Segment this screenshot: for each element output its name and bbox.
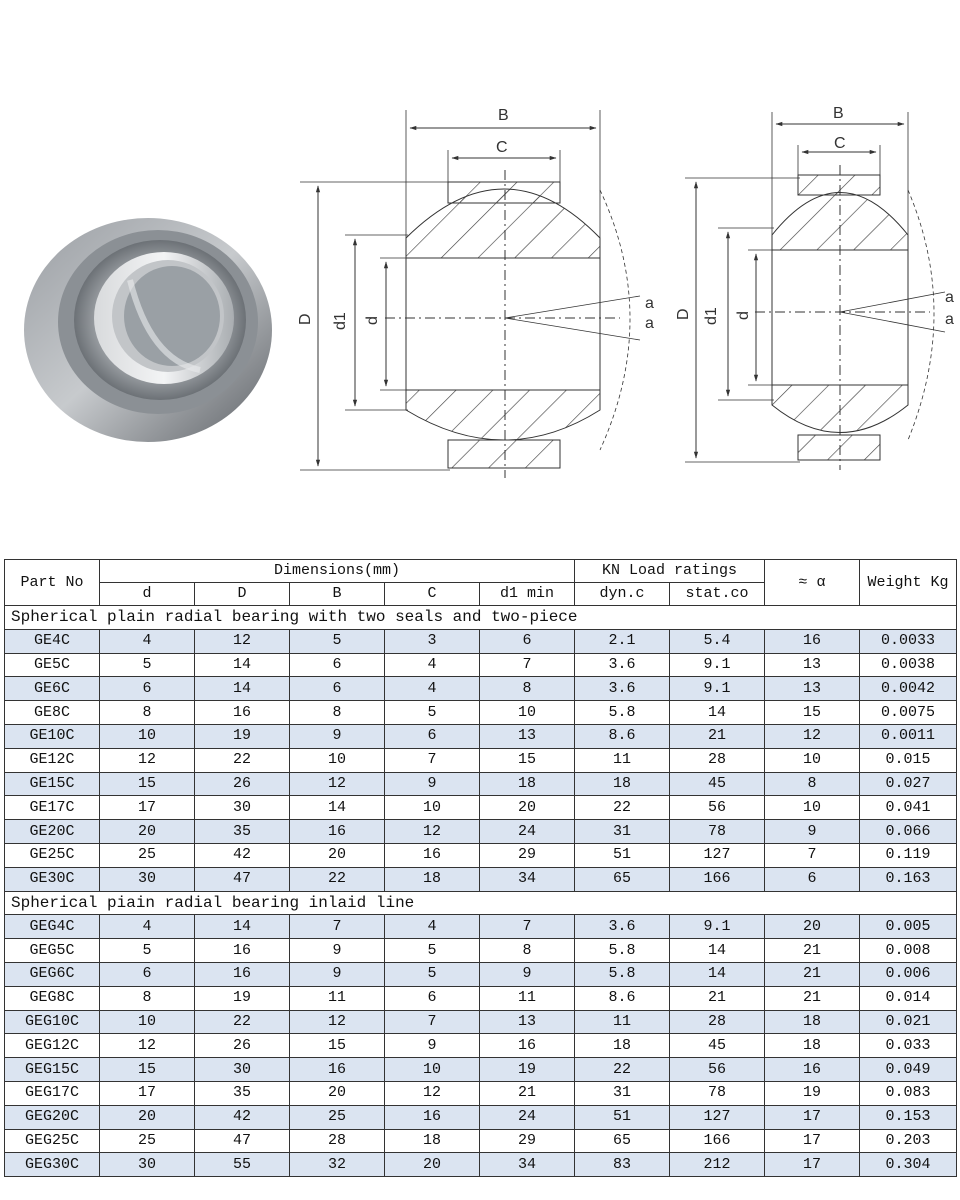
table-cell: 4 xyxy=(385,915,480,939)
table-cell: 5.8 xyxy=(575,939,670,963)
table-cell: 9 xyxy=(385,1034,480,1058)
table-cell: 9.1 xyxy=(670,677,765,701)
table-cell: 18 xyxy=(575,1034,670,1058)
table-cell: 8 xyxy=(290,701,385,725)
table-cell: 18 xyxy=(480,772,575,796)
table-cell: 0.006 xyxy=(860,962,957,986)
table-cell: 35 xyxy=(195,820,290,844)
header-col-dyn-c: dyn.c xyxy=(575,583,670,606)
table-cell: 22 xyxy=(575,1058,670,1082)
table-cell: 10 xyxy=(480,701,575,725)
diagram2-label-D: D xyxy=(675,308,692,320)
table-cell: 16 xyxy=(290,820,385,844)
table-cell: 5 xyxy=(100,653,195,677)
table-row xyxy=(5,629,957,653)
table-cell: 14 xyxy=(670,962,765,986)
table-cell: 20 xyxy=(100,1105,195,1129)
part-number-cell: GE4C xyxy=(5,629,100,653)
table-cell: 65 xyxy=(575,1129,670,1153)
table-cell: 18 xyxy=(385,1129,480,1153)
table-cell: 10 xyxy=(100,1010,195,1034)
table-cell: 26 xyxy=(195,772,290,796)
table-cell: 30 xyxy=(195,1058,290,1082)
table-cell: 22 xyxy=(195,748,290,772)
table-cell: 6 xyxy=(290,653,385,677)
table-row xyxy=(5,986,957,1010)
header-weight: Weight Kg xyxy=(860,560,957,606)
table-cell: 31 xyxy=(575,1081,670,1105)
table-cell: 51 xyxy=(575,1105,670,1129)
table-cell: 21 xyxy=(765,986,860,1010)
table-cell: 11 xyxy=(290,986,385,1010)
table-cell: 32 xyxy=(290,1153,385,1177)
table-cell: 13 xyxy=(765,653,860,677)
table-cell: 6 xyxy=(290,677,385,701)
table-cell: 78 xyxy=(670,1081,765,1105)
table-cell: 0.163 xyxy=(860,867,957,891)
table-cell: 12 xyxy=(385,820,480,844)
part-number-cell: GEG20C xyxy=(5,1105,100,1129)
table-cell: 16 xyxy=(765,629,860,653)
table-cell: 16 xyxy=(480,1034,575,1058)
table-cell: 8.6 xyxy=(575,724,670,748)
part-number-cell: GEG17C xyxy=(5,1081,100,1105)
table-cell: 16 xyxy=(290,1058,385,1082)
table-cell: 5 xyxy=(385,939,480,963)
section-header-row xyxy=(5,606,957,630)
table-cell: 9.1 xyxy=(670,653,765,677)
table-cell: 15 xyxy=(765,701,860,725)
table-cell: 9 xyxy=(385,772,480,796)
diagram1-label-a-bottom: a xyxy=(645,315,654,332)
table-cell: 0.0038 xyxy=(860,653,957,677)
table-cell: 0.0042 xyxy=(860,677,957,701)
diagram2-label-a-top: a xyxy=(945,289,954,306)
table-cell: 12 xyxy=(290,772,385,796)
table-row xyxy=(5,748,957,772)
header-alpha: ≈ α xyxy=(765,560,860,606)
table-cell: 0.203 xyxy=(860,1129,957,1153)
table-cell: 3 xyxy=(385,629,480,653)
table-cell: 42 xyxy=(195,843,290,867)
table-cell: 212 xyxy=(670,1153,765,1177)
table-cell: 2.1 xyxy=(575,629,670,653)
diagram1-label-d: d xyxy=(364,316,381,325)
table-body xyxy=(5,606,957,1177)
table-cell: 5 xyxy=(290,629,385,653)
table-cell: 9 xyxy=(480,962,575,986)
table-cell: 17 xyxy=(100,796,195,820)
table-cell: 12 xyxy=(385,1081,480,1105)
table-cell: 0.304 xyxy=(860,1153,957,1177)
table-cell: 12 xyxy=(100,1034,195,1058)
table-cell: 0.049 xyxy=(860,1058,957,1082)
table-cell: 4 xyxy=(100,915,195,939)
table-cell: 166 xyxy=(670,1129,765,1153)
table-cell: 127 xyxy=(670,1105,765,1129)
table-cell: 22 xyxy=(575,796,670,820)
table-cell: 0.005 xyxy=(860,915,957,939)
table-cell: 28 xyxy=(670,748,765,772)
table-cell: 21 xyxy=(765,939,860,963)
part-number-cell: GE8C xyxy=(5,701,100,725)
table-cell: 7 xyxy=(290,915,385,939)
table-cell: 18 xyxy=(575,772,670,796)
table-cell: 12 xyxy=(765,724,860,748)
part-number-cell: GE5C xyxy=(5,653,100,677)
table-cell: 17 xyxy=(765,1129,860,1153)
table-row xyxy=(5,1058,957,1082)
table-cell: 5.8 xyxy=(575,962,670,986)
table-cell: 16 xyxy=(195,962,290,986)
table-cell: 10 xyxy=(100,724,195,748)
header-dimensions: Dimensions(mm) xyxy=(100,560,575,583)
table-cell: 11 xyxy=(480,986,575,1010)
table-cell: 22 xyxy=(195,1010,290,1034)
table-cell: 22 xyxy=(290,867,385,891)
table-cell: 35 xyxy=(195,1081,290,1105)
table-cell: 14 xyxy=(290,796,385,820)
table-cell: 0.014 xyxy=(860,986,957,1010)
table-cell: 20 xyxy=(290,843,385,867)
table-row xyxy=(5,724,957,748)
table-cell: 25 xyxy=(290,1105,385,1129)
table-cell: 14 xyxy=(195,915,290,939)
table-cell: 14 xyxy=(670,939,765,963)
table-cell: 21 xyxy=(670,986,765,1010)
table-cell: 14 xyxy=(195,677,290,701)
header-col-d1-min: d1 min xyxy=(480,583,575,606)
table-cell: 13 xyxy=(480,1010,575,1034)
table-cell: 15 xyxy=(100,1058,195,1082)
diagram2-label-d1: d1 xyxy=(703,307,720,325)
table-cell: 0.0075 xyxy=(860,701,957,725)
table-row xyxy=(5,939,957,963)
table-cell: 45 xyxy=(670,1034,765,1058)
table-row xyxy=(5,772,957,796)
cross-section-diagram-2 xyxy=(685,112,945,470)
table-cell: 19 xyxy=(480,1058,575,1082)
part-number-cell: GEG30C xyxy=(5,1153,100,1177)
table-cell: 30 xyxy=(195,796,290,820)
diagram1-label-d1: d1 xyxy=(332,312,349,330)
table-cell: 9 xyxy=(765,820,860,844)
table-cell: 3.6 xyxy=(575,915,670,939)
table-cell: 6 xyxy=(385,724,480,748)
part-number-cell: GEG15C xyxy=(5,1058,100,1082)
table-cell: 0.041 xyxy=(860,796,957,820)
table-cell: 4 xyxy=(385,677,480,701)
table-cell: 8 xyxy=(100,986,195,1010)
table-cell: 28 xyxy=(670,1010,765,1034)
table-cell: 25 xyxy=(100,1129,195,1153)
table-row xyxy=(5,867,957,891)
table-cell: 13 xyxy=(765,677,860,701)
table-cell: 16 xyxy=(195,701,290,725)
table-cell: 5.4 xyxy=(670,629,765,653)
table-cell: 0.0033 xyxy=(860,629,957,653)
table-cell: 0.015 xyxy=(860,748,957,772)
table-cell: 47 xyxy=(195,867,290,891)
diagram2-label-a-bottom: a xyxy=(945,311,954,328)
table-cell: 15 xyxy=(290,1034,385,1058)
diagram2-label-B: B xyxy=(833,105,844,122)
table-cell: 6 xyxy=(480,629,575,653)
table-cell: 30 xyxy=(100,867,195,891)
table-cell: 11 xyxy=(575,1010,670,1034)
part-number-cell: GE10C xyxy=(5,724,100,748)
header-col-C: C xyxy=(385,583,480,606)
table-cell: 7 xyxy=(480,653,575,677)
table-cell: 4 xyxy=(100,629,195,653)
table-cell: 166 xyxy=(670,867,765,891)
part-number-cell: GE15C xyxy=(5,772,100,796)
table-cell: 19 xyxy=(195,724,290,748)
header-load-ratings: KN Load ratings xyxy=(575,560,765,583)
table-cell: 45 xyxy=(670,772,765,796)
table-row xyxy=(5,796,957,820)
table-cell: 24 xyxy=(480,1105,575,1129)
table-cell: 5 xyxy=(385,962,480,986)
table-cell: 21 xyxy=(670,724,765,748)
table-cell: 3.6 xyxy=(575,677,670,701)
part-number-cell: GEG4C xyxy=(5,915,100,939)
table-cell: 5.8 xyxy=(575,701,670,725)
diagram1-label-a-top: a xyxy=(645,295,654,312)
table-cell: 19 xyxy=(765,1081,860,1105)
table-cell: 11 xyxy=(575,748,670,772)
table-row xyxy=(5,820,957,844)
table-cell: 83 xyxy=(575,1153,670,1177)
diagram1-label-C: C xyxy=(496,139,508,156)
diagram1-label-B: B xyxy=(498,107,509,124)
table-row xyxy=(5,1129,957,1153)
table-cell: 15 xyxy=(480,748,575,772)
table-cell: 17 xyxy=(765,1153,860,1177)
table-cell: 10 xyxy=(385,796,480,820)
section-header-row xyxy=(5,891,957,915)
table-cell: 7 xyxy=(385,748,480,772)
table-cell: 78 xyxy=(670,820,765,844)
table-cell: 5 xyxy=(385,701,480,725)
diagram1-label-D: D xyxy=(297,313,314,325)
table-cell: 25 xyxy=(100,843,195,867)
table-cell: 6 xyxy=(100,962,195,986)
table-row xyxy=(5,962,957,986)
table-cell: 8 xyxy=(480,939,575,963)
table-cell: 8 xyxy=(100,701,195,725)
table-cell: 10 xyxy=(385,1058,480,1082)
table-cell: 7 xyxy=(385,1010,480,1034)
table-cell: 20 xyxy=(100,820,195,844)
table-row xyxy=(5,915,957,939)
table-cell: 16 xyxy=(385,843,480,867)
bearing-photo xyxy=(24,218,272,442)
part-number-cell: GEG12C xyxy=(5,1034,100,1058)
table-cell: 3.6 xyxy=(575,653,670,677)
table-row xyxy=(5,1010,957,1034)
table-cell: 10 xyxy=(765,796,860,820)
part-number-cell: GEG8C xyxy=(5,986,100,1010)
table-cell: 7 xyxy=(765,843,860,867)
table-cell: 21 xyxy=(765,962,860,986)
table-cell: 0.033 xyxy=(860,1034,957,1058)
table-cell: 51 xyxy=(575,843,670,867)
table-cell: 31 xyxy=(575,820,670,844)
table-cell: 18 xyxy=(765,1034,860,1058)
table-cell: 15 xyxy=(100,772,195,796)
table-cell: 65 xyxy=(575,867,670,891)
table-cell: 8.6 xyxy=(575,986,670,1010)
bearing-figure xyxy=(0,0,960,540)
table-row xyxy=(5,677,957,701)
table-cell: 0.066 xyxy=(860,820,957,844)
table-cell: 20 xyxy=(765,915,860,939)
part-number-cell: GE12C xyxy=(5,748,100,772)
table-cell: 9 xyxy=(290,939,385,963)
part-number-cell: GE20C xyxy=(5,820,100,844)
diagram2-label-C: C xyxy=(834,135,846,152)
table-cell: 12 xyxy=(290,1010,385,1034)
section-title: Spherical plain radial bearing with two seals and two-piece xyxy=(5,606,957,630)
table-cell: 55 xyxy=(195,1153,290,1177)
table-cell: 56 xyxy=(670,1058,765,1082)
table-cell: 7 xyxy=(480,915,575,939)
table-cell: 0.008 xyxy=(860,939,957,963)
table-row xyxy=(5,701,957,725)
table-cell: 21 xyxy=(480,1081,575,1105)
table-cell: 9 xyxy=(290,724,385,748)
table-cell: 0.021 xyxy=(860,1010,957,1034)
table-cell: 16 xyxy=(385,1105,480,1129)
table-row xyxy=(5,1081,957,1105)
table-cell: 12 xyxy=(195,629,290,653)
table-row xyxy=(5,1105,957,1129)
table-cell: 14 xyxy=(670,701,765,725)
table-cell: 16 xyxy=(765,1058,860,1082)
table-cell: 20 xyxy=(290,1081,385,1105)
header-col-B: B xyxy=(290,583,385,606)
table-cell: 0.083 xyxy=(860,1081,957,1105)
table-cell: 13 xyxy=(480,724,575,748)
part-number-cell: GE6C xyxy=(5,677,100,701)
table-cell: 10 xyxy=(765,748,860,772)
table-cell: 56 xyxy=(670,796,765,820)
table-cell: 18 xyxy=(765,1010,860,1034)
header-part-no: Part No xyxy=(5,560,100,606)
table-cell: 29 xyxy=(480,843,575,867)
table-cell: 8 xyxy=(480,677,575,701)
part-number-cell: GEG6C xyxy=(5,962,100,986)
table-cell: 0.153 xyxy=(860,1105,957,1129)
table-row xyxy=(5,1034,957,1058)
table-cell: 24 xyxy=(480,820,575,844)
table-cell: 6 xyxy=(765,867,860,891)
table-cell: 12 xyxy=(100,748,195,772)
part-number-cell: GEG25C xyxy=(5,1129,100,1153)
table-cell: 9 xyxy=(290,962,385,986)
table-cell: 4 xyxy=(385,653,480,677)
diagram2-label-d: d xyxy=(735,311,752,320)
table-cell: 26 xyxy=(195,1034,290,1058)
table-cell: 47 xyxy=(195,1129,290,1153)
table-cell: 9.1 xyxy=(670,915,765,939)
table-cell: 10 xyxy=(290,748,385,772)
table-cell: 20 xyxy=(480,796,575,820)
table-cell: 8 xyxy=(765,772,860,796)
table-cell: 16 xyxy=(195,939,290,963)
table-row xyxy=(5,1153,957,1177)
table-cell: 42 xyxy=(195,1105,290,1129)
table-cell: 5 xyxy=(100,939,195,963)
table-cell: 0.027 xyxy=(860,772,957,796)
table-cell: 6 xyxy=(100,677,195,701)
table-cell: 0.0011 xyxy=(860,724,957,748)
section-title: Spherical piain radial bearing inlaid line xyxy=(5,891,957,915)
part-number-cell: GE17C xyxy=(5,796,100,820)
table-cell: 29 xyxy=(480,1129,575,1153)
table-row xyxy=(5,843,957,867)
table-row xyxy=(5,653,957,677)
table-cell: 34 xyxy=(480,1153,575,1177)
table-cell: 30 xyxy=(100,1153,195,1177)
table-cell: 18 xyxy=(385,867,480,891)
bearing-spec-table xyxy=(4,559,957,1177)
table-cell: 20 xyxy=(385,1153,480,1177)
header-col-D: D xyxy=(195,583,290,606)
table-cell: 34 xyxy=(480,867,575,891)
header-col-stat-co: stat.co xyxy=(670,583,765,606)
cross-section-diagram-1 xyxy=(300,110,640,478)
part-number-cell: GE30C xyxy=(5,867,100,891)
table-cell: 19 xyxy=(195,986,290,1010)
table-cell: 28 xyxy=(290,1129,385,1153)
part-number-cell: GEG10C xyxy=(5,1010,100,1034)
part-number-cell: GE25C xyxy=(5,843,100,867)
header-col-d: d xyxy=(100,583,195,606)
table-cell: 17 xyxy=(765,1105,860,1129)
table-cell: 127 xyxy=(670,843,765,867)
table-cell: 6 xyxy=(385,986,480,1010)
table-cell: 0.119 xyxy=(860,843,957,867)
table-cell: 14 xyxy=(195,653,290,677)
part-number-cell: GEG5C xyxy=(5,939,100,963)
table-cell: 17 xyxy=(100,1081,195,1105)
